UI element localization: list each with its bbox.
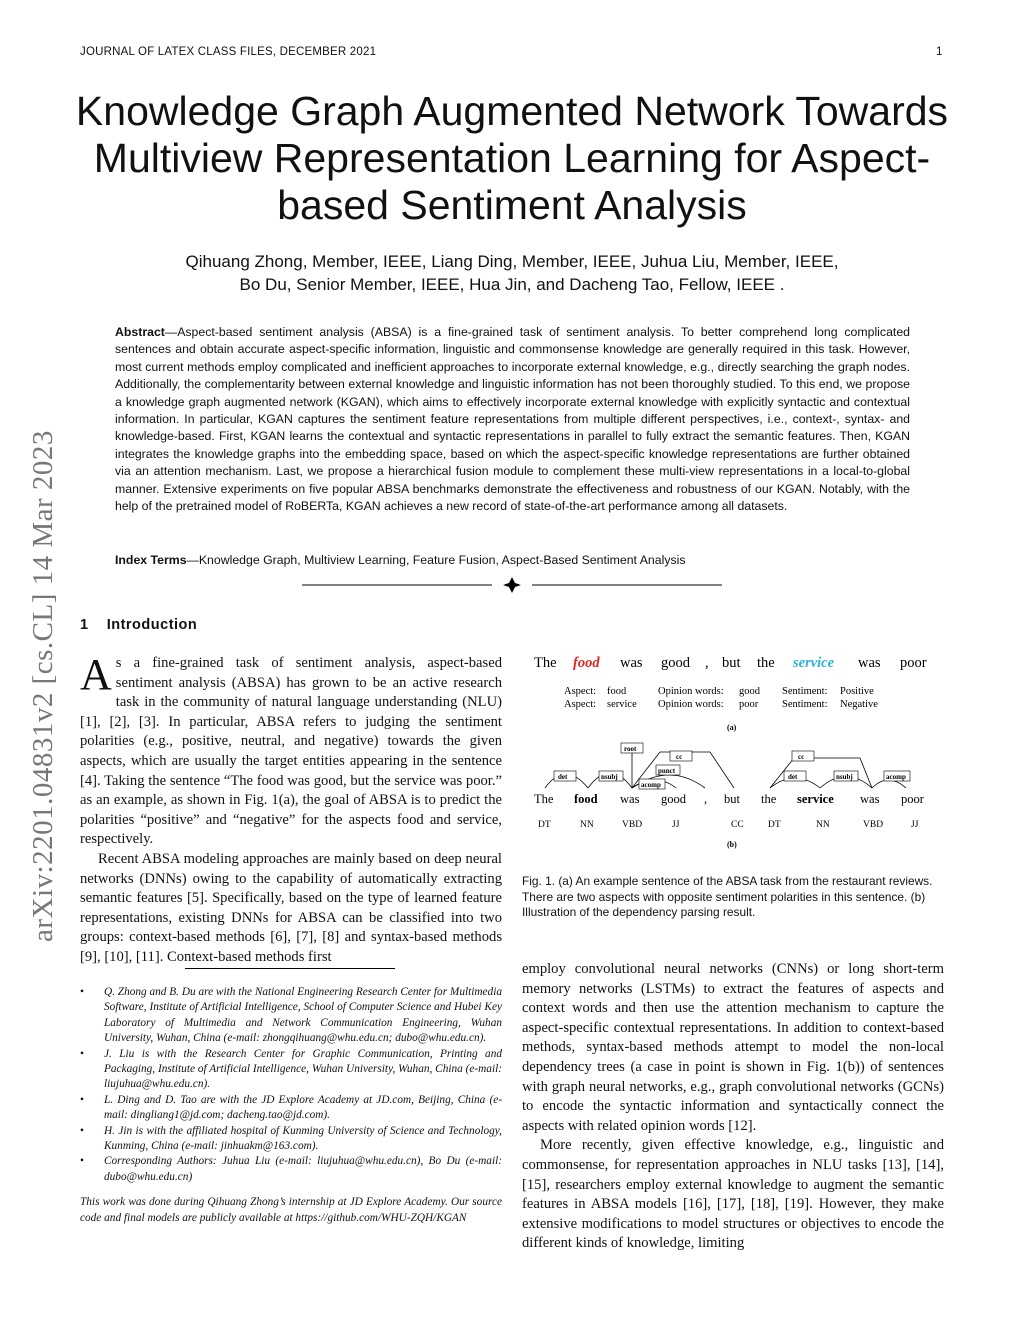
- running-header: JOURNAL OF LATEX CLASS FILES, DECEMBER 2021: [80, 46, 377, 58]
- fig-a-word: good: [661, 655, 690, 671]
- paper-title: Knowledge Graph Augmented Network Towards Multiview Representation Learning for Aspect-based Sentiment Analysis: [75, 88, 949, 228]
- dep-label-det: det: [558, 773, 568, 781]
- abstract: [115, 324, 910, 515]
- dep-label-acomp-2: acomp: [886, 773, 906, 781]
- index-terms: [115, 552, 910, 569]
- pos-tag: JJ: [672, 820, 680, 830]
- fig-b-word: good: [661, 792, 686, 806]
- pos-tag: VBD: [863, 820, 884, 830]
- footnote-item: • Q. Zhong and B. Du are with the National Engineering Research Center for Multimedia Software, Institute of Artificial Intelligence, School of Computer Science and Hubei Key Laboratory of Multimedia and Network Communication Engineering, Wuhan University, Wuhan, China (e-mail: zhongqihuang@whu.edu.cn; dubo@whu.edu.cn).: [80, 985, 502, 1047]
- fig-b-word: the: [761, 792, 777, 806]
- fig-panel-b-label: (b): [727, 840, 737, 849]
- dep-label-det-2: det: [788, 773, 798, 781]
- fig-b-word: was: [860, 792, 880, 806]
- fig-aspect-value: service: [607, 699, 637, 710]
- section-divider: [302, 575, 722, 595]
- pos-tag: NN: [580, 820, 594, 830]
- dep-label-root: root: [624, 745, 637, 753]
- fig-a-word: was: [858, 655, 881, 671]
- footnote-item: • J. Liu is with the Research Center for Graphic Communication, Printing and Packaging, Institute of Artificial Intelligence, Wuhan University, Wuhan, China (e-mail: liujuhua@whu.edu.cn).: [80, 1047, 502, 1093]
- fig-a-word: poor: [900, 655, 927, 671]
- left-column: [80, 650, 502, 968]
- figure-1: [520, 650, 950, 855]
- fig-b-word: service: [797, 792, 834, 806]
- fig-opinion-label: Opinion words:: [658, 686, 724, 697]
- fig-b-word: ,: [704, 792, 708, 806]
- abstract-text: —Aspect-based sentiment analysis (ABSA) is a fine-grained task of sentiment analysis. To better comprehend long complicated sentences and obtain accurate aspect-specific information, linguistic and commonsense knowledge are generally required in this task. However, most current methods employ complicated and inefficient approaches to incorporate external knowledge, e.g., directly searching the graph nodes. Additionally, the complementarity between external knowledge and linguistic information has not been thoroughly studied. To this end, we propose a knowledge graph augmented network (KGAN), which aims to effectively incorporate external knowledge with explicitly syntactic and contextual information. In particular, KGAN captures the sentiment feature representations from multiple different perspectives, i.e., context-, syntax- and knowledge-based. First, KGAN learns the contextual and syntactic representations in parallel to fully extract the semantic features. Then, KGAN integrates the knowledge graphs into the embedding space, based on which the aspect-specific knowledge representations are further obtained via an attention mechanism. Last, we propose a hierarchical fusion module to complement these multi-view representations in a local-to-global manner. Extensive experiments on five popular ABSA benchmarks demonstrate the effectiveness and robustness of our KGAN. Notably, with the help of the pretrained model of RoBERTa, KGAN achieves a new record of state-of-the-art performance among all datasets.: [115, 325, 910, 514]
- right-column: [522, 960, 944, 1254]
- index-terms-label: Index Terms: [115, 553, 187, 567]
- figure-caption: Fig. 1. (a) An example sentence of the ABSA task from the restaurant reviews. There are two aspects with opposite sentiment polarities in this sentence. (b) Illustration of the dependency parsing result.: [522, 874, 933, 919]
- pos-tag: NN: [816, 820, 830, 830]
- dep-label-cc: cc: [676, 753, 683, 761]
- fig-aspect-label: Aspect:: [564, 699, 597, 710]
- fig-aspect-label: Aspect:: [564, 686, 597, 697]
- footnote-item: • Corresponding Authors: Juhua Liu (e-mail: liujuhua@whu.edu.cn), Bo Du (e-mail: dubo@whu.edu.cn): [80, 1154, 502, 1185]
- footnote-item: • L. Ding and D. Tao are with the JD Explore Academy at JD.com, Beijing, China (e-mail: dingliang1@jd.com; dacheng.tao@jd.com).: [80, 1093, 502, 1124]
- dep-label-nsubj: nsubj: [601, 773, 618, 781]
- fig-a-word: ,: [705, 655, 709, 671]
- intro-paragraph-2: Recent ABSA modeling approaches are mainly based on deep neural networks (DNNs) owing to the capability of automatically extracting semantic features [5]. Specifically, based on the type of learned feature representations, existing DNNs for ABSA can be classified into two groups: context-based methods [6], [7], [8] and syntax-based methods [9], [10], [11]. Context-based methods first: [80, 850, 502, 965]
- arxiv-stamp: arXiv:2201.04831v2 [cs.CL] 14 Mar 2023: [27, 430, 59, 942]
- pos-tag: DT: [538, 820, 551, 830]
- fig-b-word: was: [620, 792, 640, 806]
- fig-a-word: but: [722, 655, 741, 671]
- fig-a-word: was: [620, 655, 643, 671]
- dep-label-punct: punct: [658, 767, 676, 775]
- intro-paragraph-3: employ convolutional neural networks (CNNs) or long short-term memory networks (LSTMs) to extract the features of aspects and context words and then use the attention mechanism to capture the aspect-specific contextual representations. In addition to context-based methods, syntax-based methods attempt to model the non-local dependency trees (a case in point is shown in Fig. 1(b)) of sentences with graph neural networks, e.g., graph convolutional networks (GCNs) to encode the syntactic information and syntactically connect the aspects with related opinion words [12].: [522, 961, 944, 1134]
- authors-line-2: Bo Du, Senior Member, IEEE, Hua Jin, and Dacheng Tao, Fellow, IEEE .: [239, 275, 785, 294]
- fig-a-word: the: [757, 655, 775, 671]
- fig-b-word: but: [724, 792, 740, 806]
- fig-aspect-value: food: [607, 686, 627, 697]
- pos-tag: CC: [731, 820, 744, 830]
- fig-sentiment-label: Sentiment:: [782, 686, 828, 697]
- fig-opinion-value: poor: [739, 699, 759, 710]
- pos-tag: JJ: [911, 820, 919, 830]
- fig-sentiment-value: Positive: [840, 686, 874, 697]
- fig-panel-a-label: (a): [727, 723, 737, 732]
- authors-line-1: Qihuang Zhong, Member, IEEE, Liang Ding, Member, IEEE, Juhua Liu, Member, IEEE,: [185, 252, 839, 271]
- index-terms-text: —Knowledge Graph, Multiview Learning, Feature Fusion, Aspect-Based Sentiment Analysis: [186, 553, 686, 567]
- author-list: [90, 250, 934, 296]
- fig-b-word: poor: [901, 792, 924, 806]
- drop-cap: A: [80, 650, 112, 699]
- abstract-label: Abstract: [115, 325, 165, 339]
- fig-a-word: The: [534, 655, 557, 671]
- dep-label-acomp: acomp: [641, 781, 661, 789]
- fig-b-word: food: [574, 792, 598, 806]
- fig-a-aspect-service: service: [793, 655, 835, 671]
- page-number: 1: [936, 46, 943, 58]
- fig-a-aspect-food: food: [573, 655, 600, 671]
- pos-tag: DT: [768, 820, 781, 830]
- footnotes: [80, 985, 502, 1226]
- section-number: 1: [80, 617, 89, 633]
- footnote-rule: [185, 968, 395, 969]
- intro-paragraph-1: [80, 650, 502, 850]
- pos-tag: VBD: [622, 820, 643, 830]
- dependency-arcs: [545, 748, 906, 788]
- fig-opinion-value: good: [739, 686, 760, 697]
- section-title: Introduction: [106, 617, 198, 633]
- intro-p1-text: s a fine-grained task of sentiment analysis, aspect-based sentiment analysis (ABSA) has grown to be an active research task in the community of natural language understanding (NLU) [1], [2], [3]. In particular, ABSA refers to judging the sentiment polarities (e.g., positive, neutral, and negative) towards the given aspects, which are usually the target entities appearing in the sentence [4]. Taking the sentence “The food was good, but the service was poor.” as an example, as shown in Fig. 1(a), the goal of ABSA is to predict the polarities “positive” and “negative” for the aspects food and service, respectively.: [80, 655, 502, 848]
- fig-sentiment-label: Sentiment:: [782, 699, 828, 710]
- footnote-item: • H. Jin is with the affiliated hospital of Kunming University of Science and Technology, Kunming, China (e-mail: jinhuakm@163.com).: [80, 1124, 502, 1155]
- intro-paragraph-4: More recently, given effective knowledge, e.g., linguistic and commonsense, for representation approaches in NLU tasks [13], [14], [15], researchers employ external knowledge to augment the semantic features in ABSA models [16], [17], [18], [19]. However, they make extensive modifications to model structures or objectives to encode the different kinds of knowledge, limiting: [522, 1137, 944, 1252]
- dep-label-nsubj-2: nsubj: [836, 773, 853, 781]
- fig-b-word: The: [534, 792, 554, 806]
- section-heading: [80, 617, 197, 633]
- fig-sentiment-value: Negative: [840, 699, 878, 710]
- dep-label-cc-2: cc: [798, 753, 805, 761]
- fig-opinion-label: Opinion words:: [658, 699, 724, 710]
- footnote-work-note: This work was done during Qihuang Zhong’s internship at JD Explore Academy. Our source code and final models are publicly available at https://github.com/WHU-ZQH/KGAN: [80, 1196, 502, 1224]
